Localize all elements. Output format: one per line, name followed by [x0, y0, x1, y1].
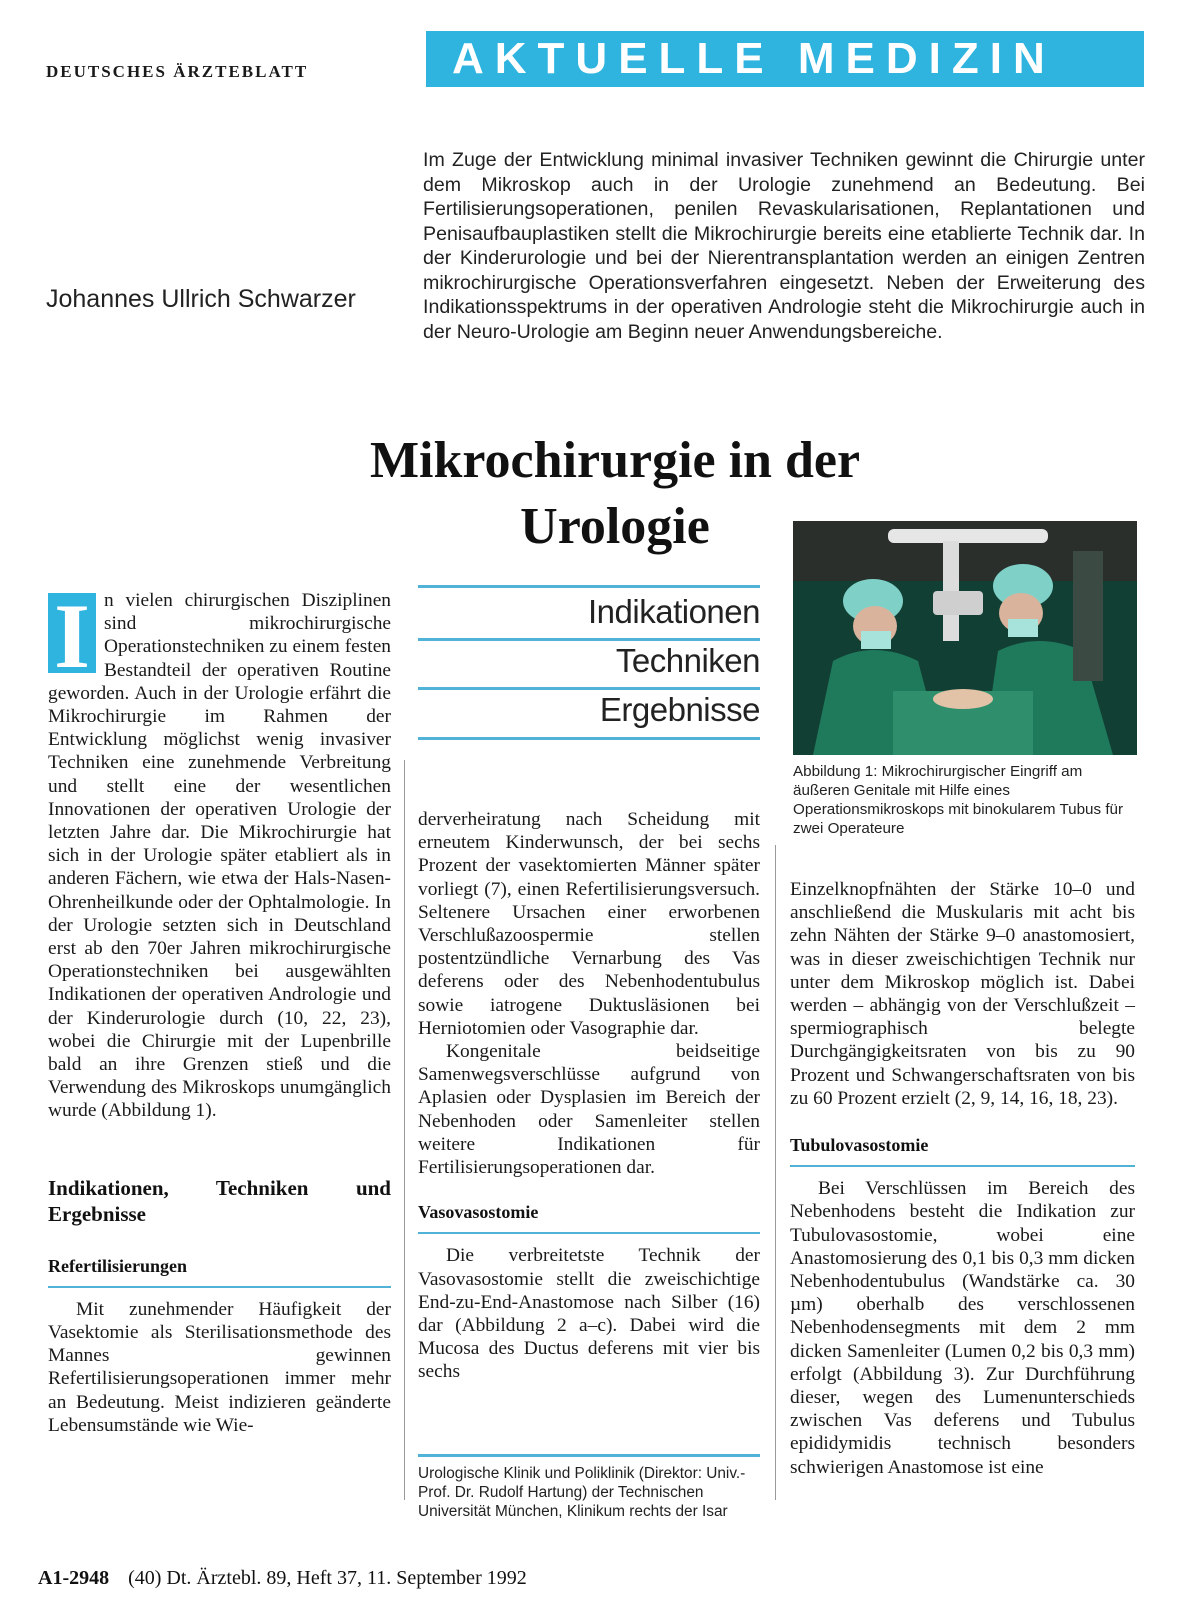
drop-cap: I	[48, 593, 96, 673]
paragraph: derverheiratung nach Scheidung mit erneutem Kinderwunsch, der bei sechs Prozent der vasektomierten Männer später vorliegt (7), einen Refertilisierungsversuch. Seltenere Ursachen einer erworbenen Verschlußazoospermie stellen postentzündliche Vernarbung des Vas deferens oder des Nebenhodentubulus sowie iatrogene Duktusläsionen bei Herniotomien oder Vasographie dar.	[418, 809, 760, 1039]
section-banner: AKTUELLE MEDIZIN	[426, 31, 1144, 87]
paragraph: Bei Verschlüssen im Bereich des Nebenhodens besteht die Indikation zur Tubulovasostomie, wobei eine Anastomosierung des 0,1 bis 0,3 mm dicken Nebenhodentubulus (Wandstärke ca. 30 µm) oberhalb des verschlossenen Nebenhodensegments mit dem 2 mm dicken Samenleiter (Lumen 0,2 bis 0,3 mm) erfolgt (Abbildung 3). Zur Durchführung dieser, wegen des Lumenunterschieds zwischen Vas deferens und Tubulus epididymidis technisch besonders schwierigen Anastomose ist eine	[790, 1178, 1135, 1478]
surgery-photo	[793, 521, 1137, 755]
subheading-rule	[418, 1232, 760, 1244]
column-3	[790, 878, 1135, 1479]
column-1	[48, 585, 391, 1437]
sidebar-rule	[418, 638, 760, 641]
subheading-tubulovasostomie: Tubulovasostomie	[790, 1135, 929, 1156]
subheading-vasovasostomie: Vasovasostomie	[418, 1202, 539, 1223]
sidebar-word-2: Techniken	[615, 642, 760, 679]
intro-text: n vielen chirurgischen Disziplinen sind mikrochirurgische Operationstechniken zu einem festen Bestandteil der operativen Routine geworden. Auch in der Urologie erfährt die Mikrochirurgie im Rahmen der Entwicklung möglichst wenig invasiver Techniken eine zunehmende Verbreitung und stellt eine der wesentlichen Innovationen der operativen Urologie der letzten Jahre dar. Die Mikrochirurgie hat sich in der Urologie später etabliert als in anderen Fächern, wie etwa der Hals-Nasen-Ohrenheilkunde oder der Ophtalmologie. In der Urologie setzten sich in Deutschland erst ab den 70er Jahren mikrochirurgische Operationstechniken bei ausgewählten Indikationen der operativen Andrologie und der Kinderurologie durch (10, 22, 23), wobei die Chirurgie mit der Lupenbrille bald an ihre Grenzen stieß und die Verwendung des Mikroskops unumgänglich wurde (Abbildung 1).	[48, 590, 391, 1122]
subheading-rule	[48, 1286, 391, 1298]
sidebar-rule	[418, 737, 760, 740]
column-2	[418, 808, 760, 1384]
paragraph: Kongenitale beidseitige Samenwegsverschlüsse aufgrund von Aplasien oder Dysplasien im Bereich der Nebenhoden oder Samenleiter stellen weitere Indikationen für Fertilisierungsoperationen dar.	[418, 1041, 760, 1179]
column-divider	[775, 845, 776, 1500]
subheading-refertilisierungen: Refertilisierungen	[48, 1255, 187, 1276]
author-name: Johannes Ullrich Schwarzer	[46, 285, 356, 313]
page-footer	[38, 1567, 527, 1590]
sidebar-word-1: Indikationen	[588, 593, 760, 630]
keyword-sidebar	[418, 585, 760, 745]
intro-paragraph	[48, 585, 391, 1123]
page-code: A1-2948	[38, 1567, 110, 1589]
abstract: Im Zuge der Entwicklung minimal invasiver Techniken gewinnt die Chirurgie unter dem Mikroskop auch in der Urologie zunehmend an Bedeutung. Bei Fertilisierungsoperationen, penilen Revaskularisationen, Replantationen und Penisaufbauplastiken stellt die Mikrochirurgie bereits eine etablierte Technik dar. In der Kinderurologie und bei der Nierentransplantation werden an einigen Zentren mikrochirurgische Operationsverfahren eingesetzt. Neben der Erweiterung des Indikationsspektrums in der operativen Andrologie steht die Mikrochirurgie auch in der Neuro-Urologie am Beginn neuer Anwendungsbereiche.	[423, 149, 1145, 343]
title-line-1: Mikrochirurgie in der	[369, 432, 861, 489]
sidebar-rule	[418, 687, 760, 690]
sidebar-rule	[418, 585, 760, 588]
paragraph: Mit zunehmender Häufigkeit der Vasektomie als Sterilisationsmethode des Mannes gewinnen Refertilisierungsoperationen immer mehr an Bedeutung. Meist indizieren geänderte Lebensumstände wie Wie-	[48, 1298, 391, 1436]
figure-caption: Abbildung 1: Mikrochirurgischer Eingriff am äußeren Genitale mit Hilfe eines Operationsmikroskops mit binokularem Tubus für zwei Operateure	[793, 763, 1124, 837]
affiliation-rule	[418, 1454, 760, 1457]
title-line-2: Urologie	[520, 498, 710, 555]
surgery-photo-illustration	[793, 521, 1137, 755]
citation: (40) Dt. Ärztebl. 89, Heft 37, 11. September 1992	[128, 1567, 527, 1589]
column-divider	[404, 760, 405, 1500]
subheading-rule	[790, 1165, 1135, 1177]
section-heading: Indikationen, Techniken und Ergebnisse	[48, 1175, 391, 1226]
journal-name: DEUTSCHES ÄRZTEBLATT	[46, 62, 309, 81]
paragraph: Einzelknopfnähten der Stärke 10–0 und anschließend die Muskularis mit acht bis zehn Nähten der Stärke 9–0 anastomosiert, was in dieser zweischichtigen Technik nur unter dem Mikroskop möglich ist. Dabei werden – abhängig von der Verschlußzeit – spermiographisch belegte Durchgängigkeitsraten von bis zu 90 Prozent und Schwangerschaftsraten von bis zu 60 Prozent erzielt (2, 9, 14, 16, 18, 23).	[790, 879, 1135, 1109]
affiliation: Urologische Klinik und Poliklinik (Direktor: Univ.-Prof. Dr. Rudolf Hartung) der Technischen Universität München, Klinikum rechts der Isar	[418, 1465, 746, 1520]
paragraph: Die verbreitetste Technik der Vasovasostomie stellt die zweischichtige End-zu-End-Anastomose nach Silber (16) dar (Abbildung 2 a–c). Dabei wird die Mucosa des Ductus deferens mit vier bis sechs	[418, 1245, 760, 1383]
sidebar-word-3: Ergebnisse	[599, 691, 760, 728]
